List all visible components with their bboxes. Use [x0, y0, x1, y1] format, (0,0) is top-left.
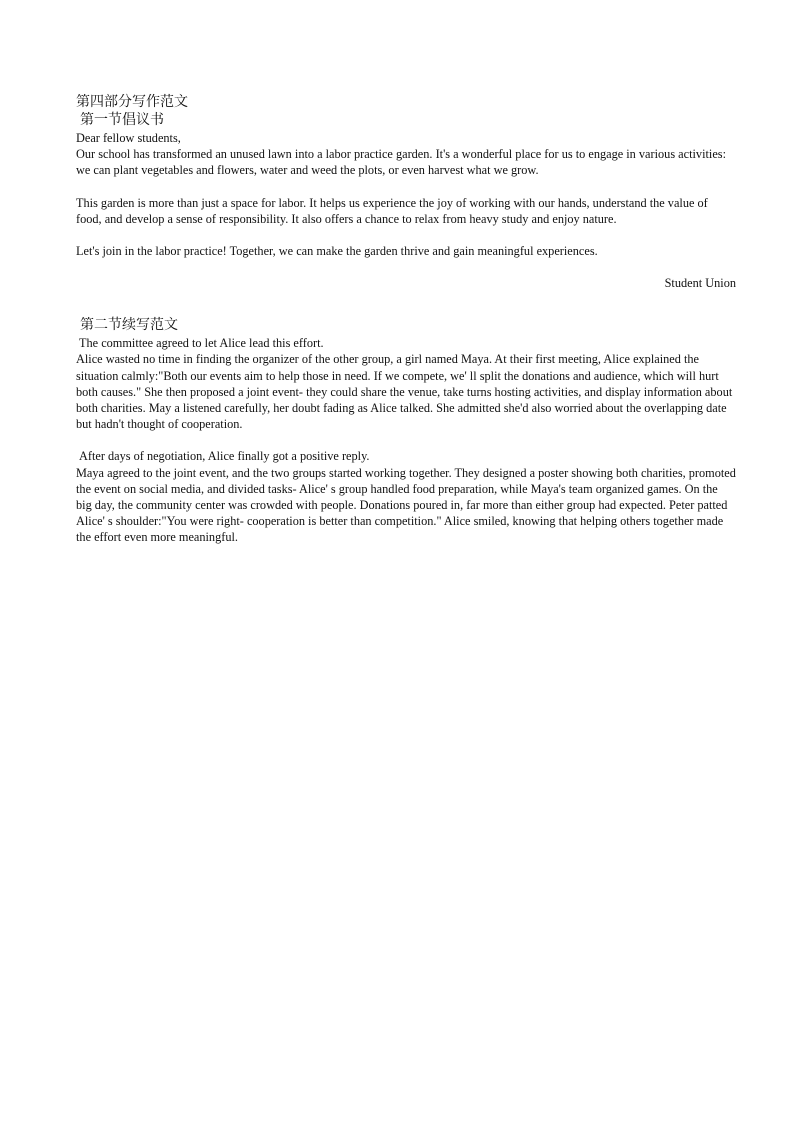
letter-signature: Student Union — [664, 276, 736, 291]
section2-title: 第二节续写范文 — [80, 318, 178, 334]
paragraph-gap — [76, 179, 736, 195]
letter-paragraph-1: Our school has transformed an unused lawn into a labor practice garden. It's a wonderful place for us to engage in various activities: we can plant vegetables and flowers, water and weed the plots, or even harvest what we grow. — [76, 147, 726, 178]
continuation-opening-1: The committee agreed to let Alice lead this effort. — [79, 336, 324, 351]
letter-greeting: Dear fellow students, — [76, 131, 181, 145]
paragraph-gap — [76, 432, 736, 448]
letter-paragraph-2: This garden is more than just a space for labor. It helps us experience the joy of working with our hands, understand the value of food, and develop a sense of responsibility. It also offers a chance to relax from heavy study and enjoy nature. — [76, 195, 708, 226]
part-title: 第四部分写作范文 — [76, 95, 188, 110]
letter-paragraph-3: Let's join in the labor practice! Together, we can make the garden thrive and gain meaningful experiences. — [76, 244, 598, 259]
section2 — [76, 317, 736, 545]
paragraph-gap — [76, 259, 736, 275]
document-page — [76, 94, 736, 546]
continuation-paragraph-2: Maya agreed to the joint event, and the two groups started working together. They designed a poster showing both charities, promoted the event on social media, and divided tasks- Alice' s group handled food preparation, while Maya's team organized games. On the big day, the community center was crowded with people. Donations poured in, far more than either group had expected. Peter patted Alice' s shoulder:"You were right- cooperation is better than competition." Alice smiled, knowing that helping others together made the effort even more meaningful. — [76, 465, 736, 545]
continuation-opening-2: After days of negotiation, Alice finally got a positive reply. — [79, 449, 370, 464]
section1-title: 第一节倡议书 — [80, 113, 164, 128]
paragraph-gap — [76, 227, 736, 243]
continuation-paragraph-1: Alice wasted no time in finding the organizer of the other group, a girl named Maya. At their first meeting, Alice explained the situation calmly:"Both our events aim to help those in need. If we compete, we' ll split the donations and audience, which will hurt both causes." She then proposed a joint event- they could share the venue, take turns hosting activities, and display information about both charities. May a listened carefully, her doubt fading as Alice talked. She admitted she'd also worried about the overlapping date but hadn't thought of cooperation. — [76, 352, 733, 432]
